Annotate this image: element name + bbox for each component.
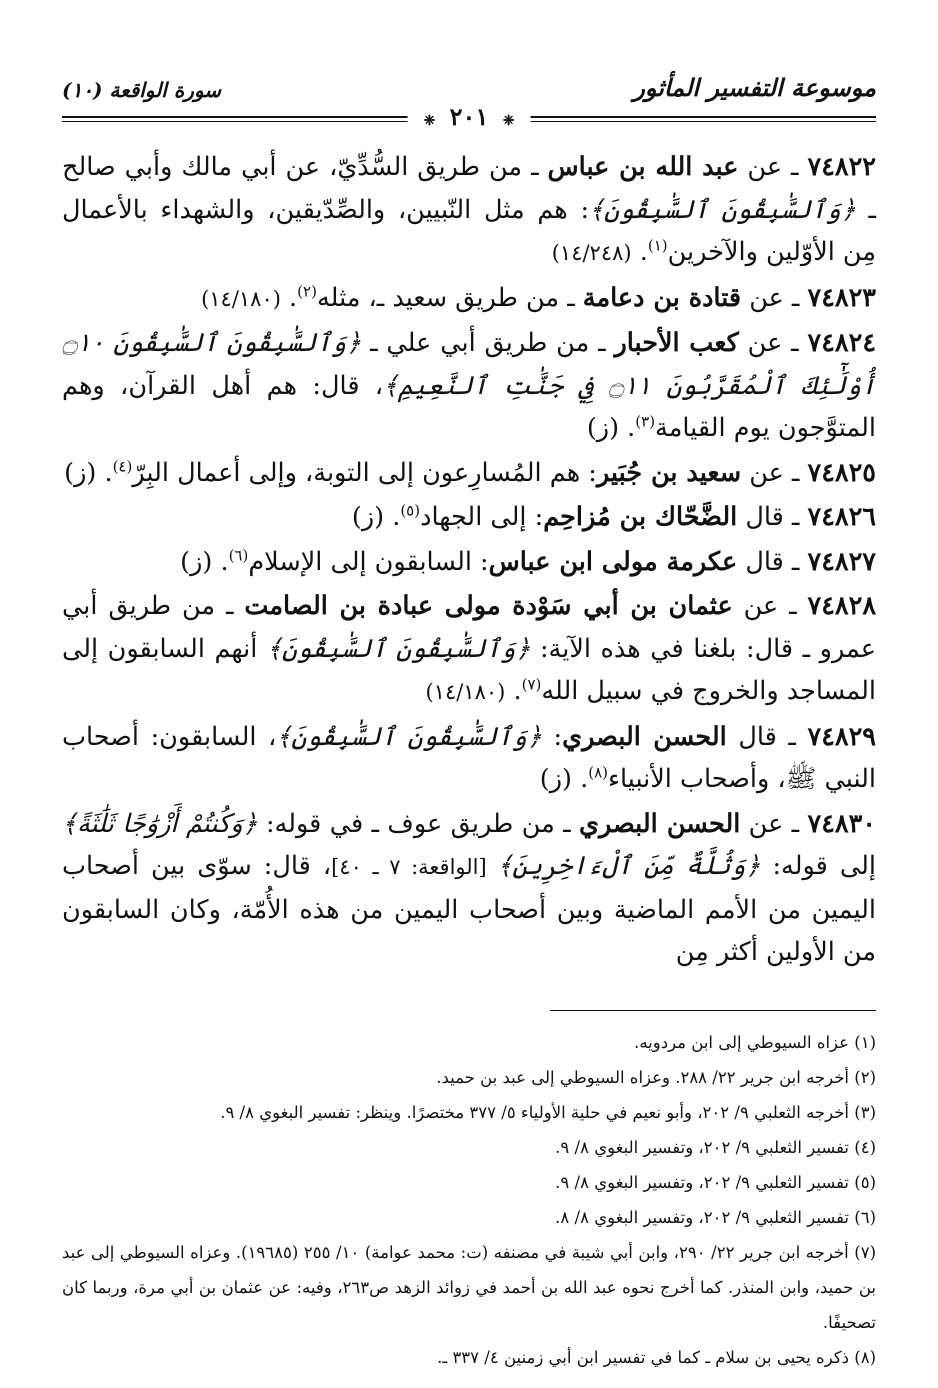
entry-text: ـ من طريق سعيد ـ، مثله xyxy=(316,282,583,313)
reference: (١٤/١٨٠) xyxy=(201,286,281,311)
footnotes xyxy=(62,1025,876,1375)
footnote: (٢) أخرجه ابن جرير ٢٢/ ٢٨٨. وعزاه السيوطي إلى عبد بن حميد. xyxy=(436,1067,876,1087)
quran-verse: ﴿وَٱلسَّٰبِقُونَ ٱلسَّٰبِقُونَ﴾ xyxy=(276,721,542,752)
footnote-marker: (٢) xyxy=(297,282,317,300)
quran-verse: ﴿وَثُلَّةٌ مِّنَ ٱلْءَاخِرِينَ﴾ xyxy=(497,851,761,881)
entry-text: أنهم السابقون إلى المساجد والخروج في سبيل الله xyxy=(62,633,876,706)
footnote-marker: (٨) xyxy=(588,763,608,782)
entry-text: ، قال: هم أهل القرآن، وهم المتوَّجون يوم القيامة xyxy=(62,370,876,443)
narrator-name: كعب الأحبار xyxy=(614,328,739,358)
entry-text: ـ عن xyxy=(738,328,808,358)
book-title: موسوعة التفسير المأثور xyxy=(633,73,876,102)
narrator-name: عثمان بن أبي سَوْدة مولى عبادة بن الصامت xyxy=(244,591,733,621)
entry-text: ـ عن xyxy=(732,591,808,621)
footnote-divider xyxy=(550,1010,876,1011)
footnote: (٦) تفسير الثعلبي ٩/ ٢٠٢، وتفسير البغوي ٨/ ٨. xyxy=(555,1207,876,1227)
entry-text: . (ز) xyxy=(64,457,113,488)
narration-entry xyxy=(62,716,876,801)
entry-number: ٧٤٨٢٩ xyxy=(807,721,876,752)
entry-text: : هم مثل النّبيين، والصِّدّيقين، والشهداء بالأعمال مِن الأوّلين والآخرين xyxy=(62,194,876,267)
entry-number: ٧٤٨٢٤ xyxy=(807,328,877,358)
footnote: (٣) أخرجه الثعلبي ٩/ ٢٠٢، وأبو نعيم في حلية الأولياء ٥/ ٣٧٧ مختصرًا. وينظر: تفسير البغوي ٨/ ٩. xyxy=(220,1102,876,1122)
narration-entry xyxy=(62,322,876,450)
entry-text: . xyxy=(631,237,648,267)
entry-text: ، السابقون: أصحاب النبي ﷺ، وأصحاب الأنبياء xyxy=(62,721,876,794)
entry-text: . (ز) xyxy=(586,413,636,443)
narrator-name: الحسن البصري xyxy=(578,808,741,839)
narrator-name: عبد الله بن عباس xyxy=(547,152,739,182)
ornament-icon: ❈ xyxy=(423,113,436,129)
narrator-name: الضَّحّاك بن مُزاحِم xyxy=(543,502,738,532)
footnote: (٧) أخرجه ابن جرير ٢٢/ ٢٩٠، وابن أبي شيبة في مصنفه (ت: محمد عوامة) ١٠/ ٢٥٥ (١٩٦٨٥). وعزاه السيوطي إلى عبد بن حميد، وابن المنذر. كما أخرج نحوه عبد الله بن أحمد في زوائد الزهد ص٢٦٣، وفيه: عن عثمان بن أبي مرة، وربما كان تصحيفًا. xyxy=(62,1242,877,1332)
reference: [الواقعة: ٧ ـ ٤٠] xyxy=(331,855,498,879)
entry-text: ـ قال xyxy=(737,546,808,577)
entry-number: ٧٤٨٢٨ xyxy=(807,591,877,621)
entry-text: ـ عن xyxy=(738,152,808,182)
entry-number: ٧٤٨٢٧ xyxy=(807,546,876,577)
entry-text: . xyxy=(280,282,298,313)
entry-text: ـ عن xyxy=(740,808,808,839)
narrator-name: قتادة بن دعامة xyxy=(582,282,742,313)
entry-number: ٧٤٨٢٣ xyxy=(807,282,876,313)
entry-text: : السابقون إلى الإسلام xyxy=(248,546,489,577)
narration-entry xyxy=(62,452,876,495)
footnote-marker: (٤) xyxy=(112,457,133,475)
entry-text: . xyxy=(505,676,522,706)
footnote-marker: (٣) xyxy=(635,412,656,431)
narrator-name: عكرمة مولى ابن عباس xyxy=(488,546,738,577)
footnote: (٥) تفسير الثعلبي ٩/ ٢٠٢، وتفسير البغوي ٨/ ٩. xyxy=(555,1172,876,1192)
reference: (١٤/١٨٠) xyxy=(425,680,506,704)
narration-entry xyxy=(62,803,876,974)
narrator-name: الحسن البصري xyxy=(562,721,727,752)
narration-entry xyxy=(62,277,876,321)
entry-text: ـ عن xyxy=(741,457,808,488)
footnote-marker: (٧) xyxy=(521,675,542,694)
entry-text: : هم المُسارِعون إلى التوبة، وإلى أعمال البِرّ xyxy=(132,457,597,488)
narration-entry xyxy=(62,585,876,714)
narration-entry xyxy=(62,496,876,539)
page-header xyxy=(62,64,876,102)
quran-verse: ﴿وَٱلسَّٰبِقُونَ ٱلسَّٰبِقُونَ﴾ xyxy=(589,194,856,225)
quran-verse: ﴿وَٱلسَّٰبِقُونَ ٱلسَّٰبِقُونَ ۝١٠ أُوْلَٰٓئِكَ ٱلْمُقَرَّبُونَ ۝١١ فِي جَنَّٰتِ ٱلنَّعِيمِ﴾ xyxy=(62,328,876,401)
footnote: (٤) تفسير الثعلبي ٩/ ٢٠٢، وتفسير البغوي ٨/ ٩. xyxy=(555,1137,876,1157)
footnote-marker: (٥) xyxy=(400,501,421,520)
footnote-marker: (١) xyxy=(647,236,668,255)
footnote: (٨) ذكره يحيى بن سلام ـ كما في تفسير ابن أبي زمنين ٤/ ٣٣٧ ـ. xyxy=(437,1347,876,1367)
entry-text: ـ من طريق أبي علي ـ xyxy=(361,328,615,358)
narration-entry xyxy=(62,541,876,584)
entry-text: : إلى الجهاد xyxy=(420,502,544,532)
entry-text: ـ من طريق السُّدِّيّ، عن أبي مالك وأبي صالح ـ xyxy=(62,152,876,225)
surah-title: سورة الواقعة (١٠) xyxy=(62,78,222,102)
entry-text: ـ قال xyxy=(726,721,808,752)
entry-number: ٧٤٨٣٠ xyxy=(807,808,876,839)
narration-entry xyxy=(62,146,876,275)
entry-text: ، قال: سوّى بين أصحاب اليمين من الأمم الماضية وبين أصحاب اليمين من هذه الأُمّة، وكان السابقون من الأولين أكثر مِن xyxy=(62,851,876,967)
entry-number: ٧٤٨٢٥ xyxy=(807,457,876,488)
narrator-name: سعيد بن جُبَير xyxy=(596,457,742,488)
footnote-marker: (٦) xyxy=(228,546,249,564)
entry-text: . (ز) xyxy=(180,546,229,577)
page-number: ٢٠١ xyxy=(449,102,489,131)
footnote: (١) عزاه السيوطي إلى ابن مردويه. xyxy=(634,1032,876,1052)
header-rule xyxy=(62,104,876,132)
entry-text: ـ من طريق عوف ـ في قوله: xyxy=(257,808,579,839)
entry-text: . (ز) xyxy=(539,764,589,794)
quran-verse: ﴿وَكُنتُمْ أَزْوَٰجًا ثَلَٰثَةً﴾ xyxy=(62,808,258,839)
entry-text: ـ من طريق أبي عمرو ـ قال: بلغنا في هذه الآية: xyxy=(62,591,876,664)
page-number-box xyxy=(408,102,531,131)
reference: (١٤/٢٤٨) xyxy=(551,241,632,265)
entry-text: ـ قال xyxy=(737,502,808,532)
entry-number: ٧٤٨٢٦ xyxy=(807,502,876,532)
quran-verse: ﴿وَٱلسَّٰبِقُونَ ٱلسَّٰبِقُونَ﴾ xyxy=(266,633,531,664)
entry-text: إلى قوله: xyxy=(760,851,876,881)
entry-text: . (ز) xyxy=(351,502,401,532)
ornament-icon: ❈ xyxy=(502,113,515,129)
main-text xyxy=(62,146,876,974)
entry-text: ـ عن xyxy=(741,282,808,313)
entry-text: : xyxy=(541,721,563,752)
entry-number: ٧٤٨٢٢ xyxy=(807,152,876,182)
